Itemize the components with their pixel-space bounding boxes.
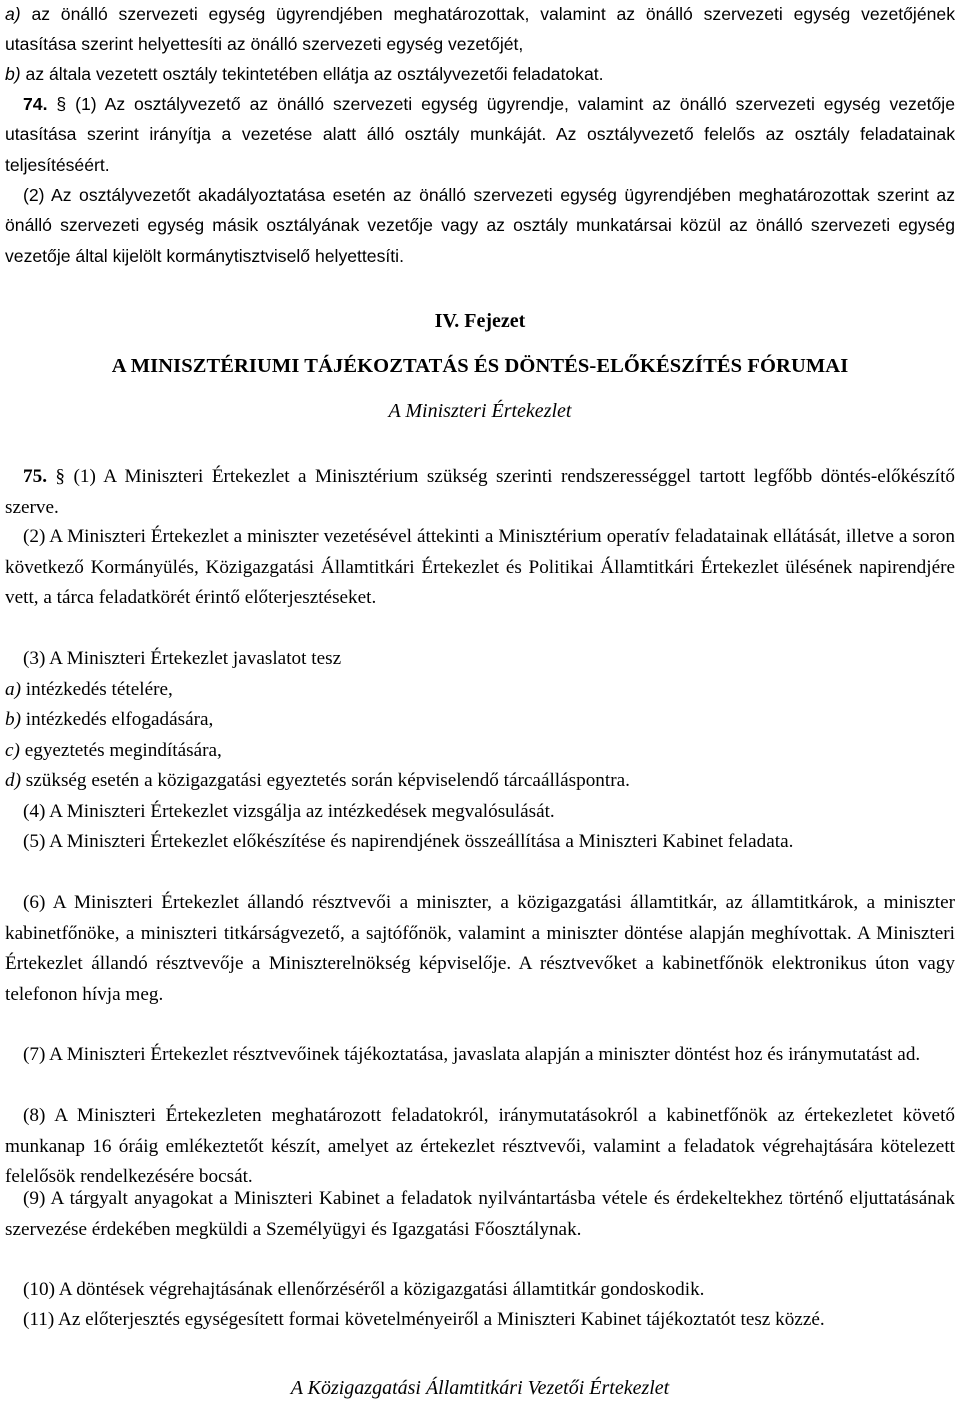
section-75-para-6 [5, 888, 955, 1010]
list-item [5, 675, 955, 706]
list-item [5, 766, 955, 797]
paragraph-text: (6) A Miniszteri Értekezlet állandó résztvevői a miniszter, a közigazgatási államtitkár, az államtitkárok, a miniszter kabinetfőnöke, a miniszteri titkárságvezető, a sajtófőnök, valamint a miniszter döntése alapján meghívottak. A Miniszteri Értekezlet állandó résztvevője a Miniszterelnökség képviselője. A résztvevőket a kabinetfőnök elektronikus úton vagy telefonon hívja meg. [5, 892, 955, 1005]
list-item [5, 705, 955, 736]
paragraph-text: (2) Az osztályvezetőt akadályoztatása esetén az önálló szervezeti egység ügyrendjében meghatározottak szerint az önálló szervezeti egység másik osztályának vezetője vagy az osztály munkatársai közül az önálló szervezeti egység vezetője által kijelölt kormánytisztviselő helyettesíti. [5, 185, 955, 266]
item-label: a) [5, 679, 21, 700]
item-label: a) [5, 4, 21, 24]
next-subtitle: A Közigazgatási Államtitkári Vezetői Értekezlet [290, 1377, 670, 1399]
paragraph-text: (8) A Miniszteri Értekezleten meghatározott feladatokról, iránymutatásokról a kabinetfőnök az értekezletet követő munkanap 16 óráig emlékeztetőt készít, amelyet az értekezlet résztvevői, valamint a feladatok végrehajtására kötelezett felelősök rendelkezésére bocsát. [5, 1105, 955, 1187]
paragraph-text: (2) A Miniszteri Értekezlet a miniszter vezetésével áttekinti a Minisztérium operatív feladatainak ellátását, illetve a soron következő Kormányülés, Közigazgatási Államtitkári Értekezlet és Politikai Államtitkári Értekezlet ülésének napirendjére vett, a tárca feladatkörét érintő előterjesztéseket. [5, 526, 955, 608]
list-item [5, 736, 955, 767]
paragraph-text: (11) Az előterjesztés egységesített formai követelményeiről a Miniszteri Kabinet tájékoztatót tesz közzé. [23, 1309, 825, 1330]
section-number: 75. [23, 466, 47, 487]
item-text: az önálló szervezeti egység ügyrendjében meghatározottak, valamint az önálló szervezeti egység vezetőjének utasítása szerint helyettesíti az önálló szervezeti egység vezetőjét, [5, 4, 955, 55]
section-sign: § [47, 94, 76, 114]
chapter-title: A MINISZTÉRIUMI TÁJÉKOZTATÁS ÉS DÖNTÉS-ELŐKÉSZÍTÉS FÓRUMAI [111, 355, 849, 377]
section-75-para-1 [5, 462, 955, 523]
chapter-subtitle: A Miniszteri Értekezlet [388, 400, 572, 422]
paragraph-text: (1) Az osztályvezető az önálló szervezeti egység ügyrendje, valamint az önálló szervezeti egység vezetője utasítása szerint irányítja a vezetése alatt álló osztály munkáját. Az osztályvezető felelős az osztály feladatainak teljesítéséért. [5, 94, 955, 175]
section-75-para-9 [5, 1184, 955, 1245]
section-75-para-5 [5, 827, 955, 858]
section-74-para-1 [5, 89, 955, 180]
section-75-para-11 [5, 1305, 955, 1336]
paragraph-text: (4) A Miniszteri Értekezlet vizsgálja az intézkedések megvalósulását. [23, 801, 555, 822]
item-text: szükség esetén a közigazgatási egyeztetés során képviselendő tárcaálláspontra. [20, 770, 630, 791]
paragraph-text: (5) A Miniszteri Értekezlet előkészítése és napirendjének összeállítása a Miniszteri Kabinet feladata. [23, 831, 794, 852]
item-text: egyeztetés megindítására, [19, 740, 222, 761]
section-75-para-8 [5, 1101, 955, 1193]
section-number: 74. [23, 94, 48, 114]
section-75-para-7 [5, 1040, 955, 1071]
item-text: intézkedés tételére, [20, 679, 173, 700]
item-text: az általa vezetett osztály tekintetében ellátja az osztályvezetői feladatokat. [20, 64, 604, 84]
item-label: d) [5, 770, 21, 791]
section-75-para-10 [5, 1275, 955, 1306]
section-75-para-2 [5, 522, 955, 614]
paragraph-text: (7) A Miniszteri Értekezlet résztvevőinek tájékoztatása, javaslata alapján a miniszter döntést hoz és iránymutatást ad. [23, 1044, 921, 1065]
paragraph-text: (1) A Miniszteri Értekezlet a Minisztérium szükség szerinti rendszerességgel tartott legfőbb döntés-előkészítő szerve. [5, 466, 956, 518]
paragraph-text: (3) A Miniszteri Értekezlet javaslatot tesz [23, 648, 342, 669]
item-label: b) [5, 709, 21, 730]
chapter-number: IV. Fejezet [434, 310, 526, 332]
item-text: intézkedés elfogadására, [20, 709, 214, 730]
paragraph-text: (9) A tárgyalt anyagokat a Miniszteri Kabinet a feladatok nyilvántartásba vétele és érdekeltekhez történő eljuttatásának szervezése érdekében megküldi a Személyügyi és Igazgatási Főosztálynak. [5, 1188, 955, 1240]
section-sign: § [46, 466, 74, 487]
section-75-para-3 [5, 644, 955, 675]
item-label: c) [5, 740, 20, 761]
item-label: b) [5, 64, 21, 84]
section-74-para-2 [5, 180, 955, 271]
item-b-paragraph [5, 59, 955, 89]
item-a-paragraph [5, 0, 955, 60]
paragraph-text: (10) A döntések végrehajtásának ellenőrzéséről a közigazgatási államtitkár gondoskodik. [23, 1279, 705, 1300]
section-75-para-4 [5, 797, 955, 828]
